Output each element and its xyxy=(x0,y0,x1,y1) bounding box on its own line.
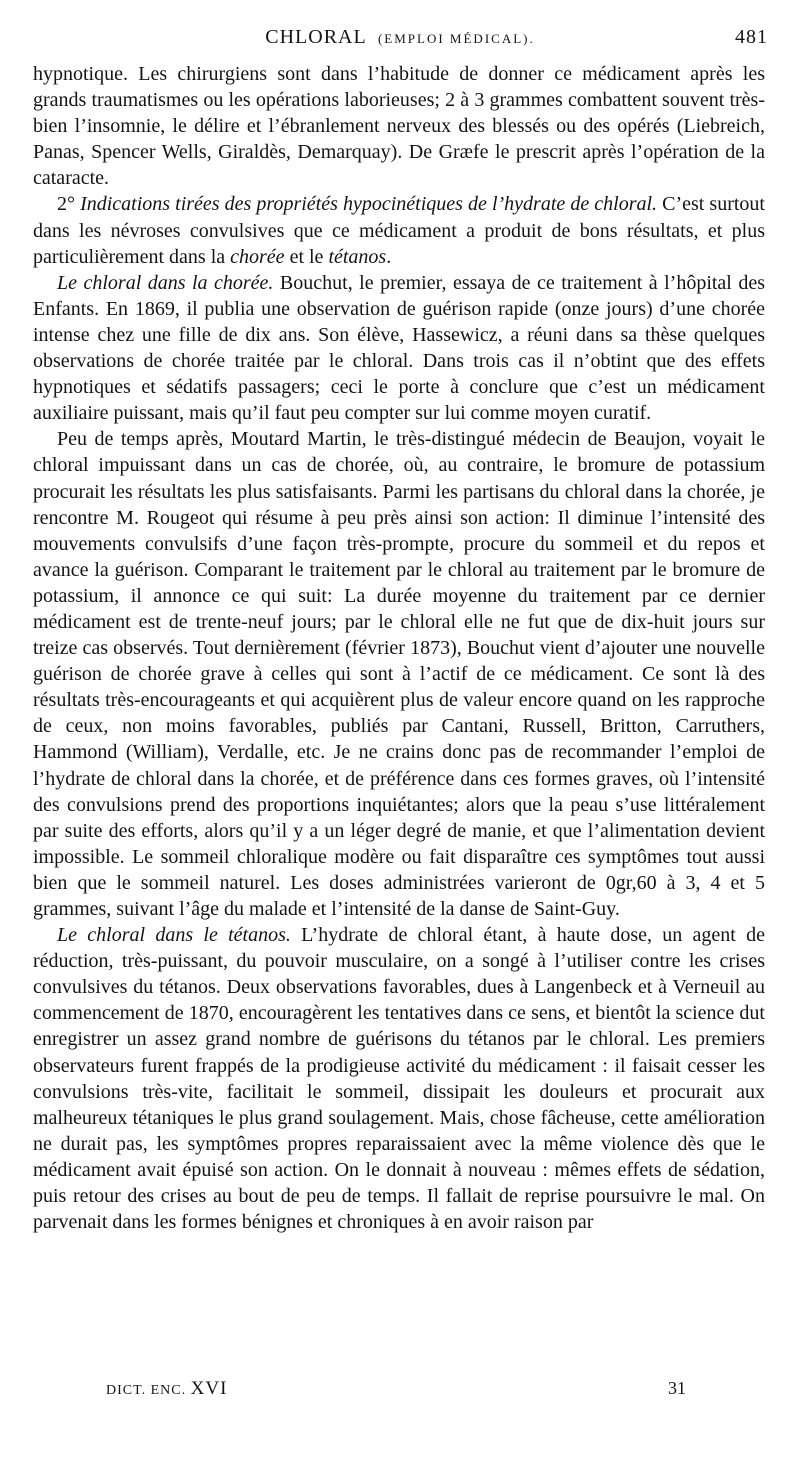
italic-text: Le chloral dans le tétanos. xyxy=(57,924,291,947)
paragraph xyxy=(33,922,765,1235)
paragraph-text: et le xyxy=(284,245,329,268)
italic-text: tétanos xyxy=(328,245,387,268)
body-text xyxy=(33,61,765,1235)
running-title xyxy=(32,26,768,49)
paragraph-text: Peu de temps après, Moutard Martin, le très-distingué médecin de Beaujon, voyait le chloral impuissant dans un cas de chorée, où, au contraire, le bromure de potassium procurait les résultats les plus satisfaisants. Parmi les partisans du chloral dans la chorée, je rencontre M. Rougeot qui résume à peu près ainsi son action: Il diminue l’intensité des mouvements convulsifs d’une façon très-prompte, procure du sommeil et du repos et avance la guérison. Comparant le traitement par le chloral au traitement par le bromure de potassium, il annonce ce qui suit: La durée moyenne du traitement par ce dernier médicament est de trente-neuf jours; par le chloral elle ne fut que de dix-huit jours sur treize cas observés. Tout dernièrement (février 1873), Bouchut vient d’ajouter une nouvelle guérison de chorée grave à celles qui sont à l’actif de ce médicament. Ce sont là des résultats très-encourageants et qui acquièrent plus de valeur encore quand on les rapproche de ceux, non moins favorables, publiés par Cantani, Russell, Britton, Carruthers, Hammond (William), Verdalle, etc. Je ne crains donc pas de recommander l’emploi de l’hydrate de chloral dans la chorée, et de préférence dans ces formes graves, où l’intensité des convulsions prend des proportions inquiétantes; alors que la peau s’use littéralement par suite des efforts, alors qu’il y a un léger degré de manie, et que l’alimentation devient impossible. Le sommeil chloralique modère ou fait disparaître ces symptômes tout aussi bien que le sommeil naturel. Les doses administrées varieront de 0gr,60 à 3, 4 et 5 grammes, suivant l’âge du malade et l’intensité de la danse de Saint-Guy. xyxy=(33,428,765,920)
italic-text: Le chloral dans la chorée. xyxy=(57,271,274,294)
paragraph-text: . xyxy=(386,245,392,268)
page-number: 481 xyxy=(735,26,768,48)
paragraph xyxy=(33,191,765,269)
page-footer xyxy=(106,1378,686,1406)
paragraph xyxy=(33,61,765,191)
running-title-subtitle: (EMPLOI MÉDICAL). xyxy=(377,31,535,46)
paragraph-text: Bouchut, le premier, essaya de ce traitement à l’hôpital des Enfants. En 1869, il publia une observation de guérison rapide (onze jours) d’une chorée intense chez une fille de dix ans. Son élève, Hassewicz, a réuni dans sa thèse quelques observations de chorée traitée par le chloral. Dans trois cas il n’obtint que des effets hypnotiques et sédatifs passagers; ceci le porte à conclure que c’est un médicament auxiliaire puissant, mais qu’il faut peu compter sur lui comme moyen curatif. xyxy=(33,271,765,425)
volume-number: XVI xyxy=(190,1378,228,1399)
paragraph-text: 2° xyxy=(57,193,81,216)
paragraph-text: hypnotique. Les chirurgiens sont dans l’habitude de donner ce médicament après les grands traumatismes ou les opérations laborieuses; 2 à 3 grammes combattent souvent très-bien l’insomnie, le délire et l’ébranlement nerveux des blessés ou des opérés (Liebreich, Panas, Spencer Wells, Giraldès, Demarquay). De Græfe le prescrit après l’opération de la cataracte. xyxy=(33,63,765,190)
signature-text: DICT. ENC. xyxy=(106,1383,187,1398)
paragraph-text: C’est surtout dans les névroses convulsives que ce médicament a produit de bons résultats, et plus particulièrement dans la xyxy=(33,193,765,268)
running-title-main: CHLORAL xyxy=(265,26,366,48)
printer-signature xyxy=(106,1378,227,1400)
running-header xyxy=(32,26,768,56)
italic-text: Indications tirées des propriétés hypocinétiques de l’hydrate de chloral. xyxy=(80,193,658,216)
paragraph-text: L’hydrate de chloral étant, à haute dose, un agent de réduction, très-puissant, du pouvoir musculaire, on a songé à l’utiliser contre les crises convulsives du tétanos. Deux observations favorables, dues à Langenbeck et à Verneuil au commencement de 1870, encouragèrent les tentatives dans ce sens, et bientôt la science dut enregistrer un assez grand nombre de guérisons du tétanos par le chloral. Les premiers observateurs furent frappés de la prodigieuse activité du médicament : il faisait cesser les convulsions très-vite, facilitait le sommeil, dissipait les douleurs et procurait aux malheureux tétaniques le plus grand soulagement. Mais, chose fâcheuse, cette amélioration ne durait pas, les symptômes propres reparaissaient avec la même violence dès que le médicament avait épuisé son action. On le donnait à nouveau : mêmes effets de sédation, puis retour des crises au bout de peu de temps. Il fallait de reprise poursuivre le mal. On parvenait dans les formes bénignes et chroniques à en avoir raison par xyxy=(33,924,765,1234)
paragraph xyxy=(33,270,765,427)
sheet-number: 31 xyxy=(668,1378,686,1398)
paragraph xyxy=(33,426,765,922)
italic-text: chorée xyxy=(230,245,285,268)
